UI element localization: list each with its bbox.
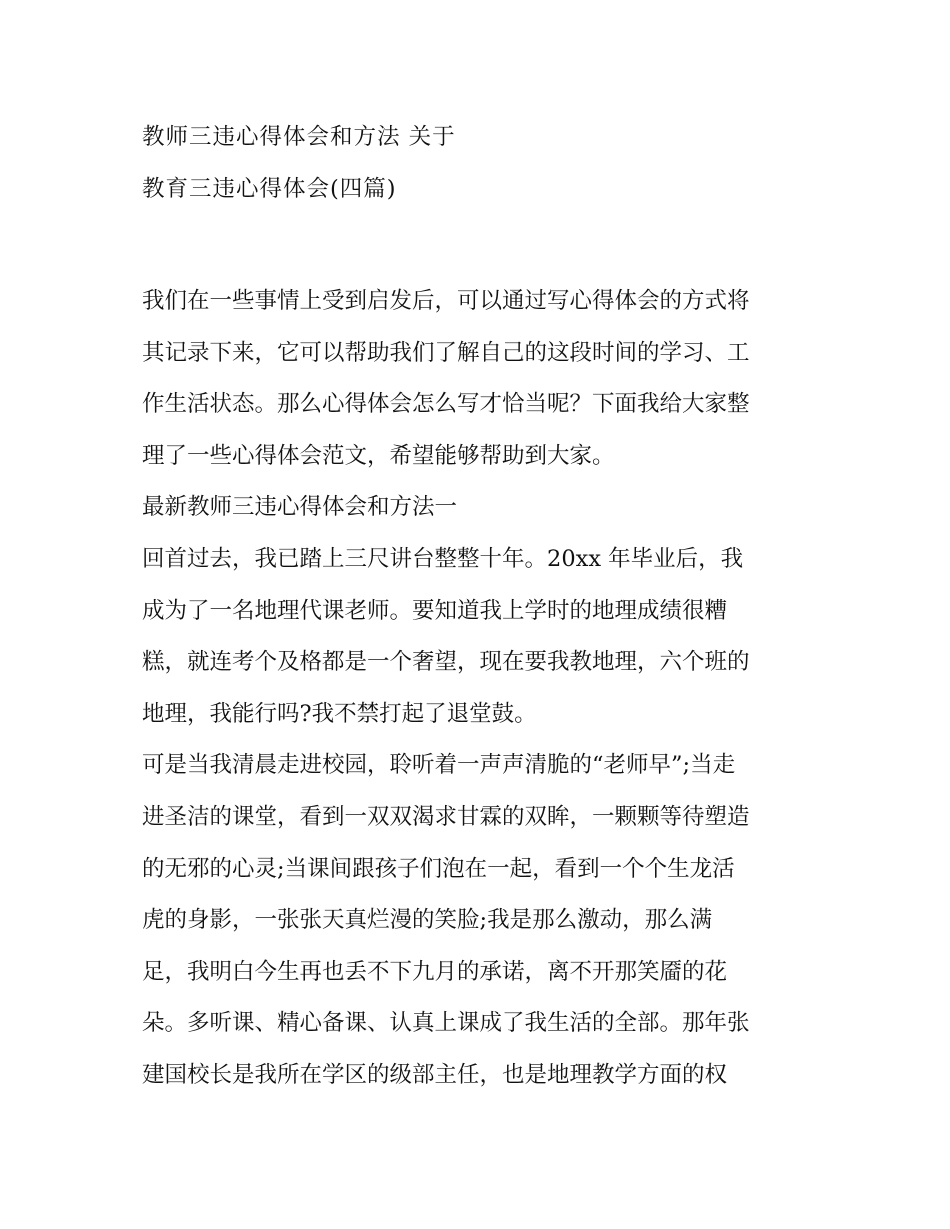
title-line-1: 教师三违心得体会和方法 关于: [142, 124, 456, 150]
body-line: 糕，就连考个及格都是一个奢望，现在要我教地理，六个班的: [142, 649, 750, 676]
document-body: [142, 276, 832, 1102]
title-line-2: 教育三违心得体会(四篇): [142, 175, 397, 202]
body-line: 足，我明白今生再也丢不下九月的承诺，离不开那笑靥的花: [142, 958, 728, 985]
body-line: 成为了一名地理代课老师。要知道我上学时的地理成绩很糟: [142, 597, 728, 624]
body-line: 朵。多听课、精心备课、认真上课成了我生活的全部。那年张: [142, 1010, 750, 1037]
body-line: 建国校长是我所在学区的级部主任，也是地理教学方面的权: [142, 1061, 728, 1088]
body-line: 进圣洁的课堂，看到一双双渴求甘霖的双眸，一颗颗等待塑造: [142, 803, 750, 830]
body-line: 我们在一些事情上受到启发后，可以通过写心得体会的方式将: [142, 288, 750, 314]
body-line: 回首过去，我已踏上三尺讲台整整十年。20xx 年毕业后，我: [142, 545, 744, 572]
document-title: [142, 112, 822, 215]
body-line: 的无邪的心灵;当课间跟孩子们泡在一起，看到一个个生龙活: [142, 855, 735, 882]
body-line: 可是当我清晨走进校园，聆听着一声声清脆的“老师早”;当走: [142, 752, 736, 779]
body-line: 地理，我能行吗?我不禁打起了退堂鼓。: [142, 700, 537, 727]
body-line: 作生活状态。那么心得体会怎么写才恰当呢？下面我给大家整: [142, 391, 750, 418]
body-line: 虎的身影，一张张天真烂漫的笑脸;我是那么激动，那么满: [142, 907, 713, 934]
body-line: 理了一些心得体会范文，希望能够帮助到大家。: [142, 442, 615, 469]
body-line: 其记录下来，它可以帮助我们了解自己的这段时间的学习、工: [142, 339, 750, 366]
section-heading: 最新教师三违心得体会和方法一: [142, 494, 458, 521]
